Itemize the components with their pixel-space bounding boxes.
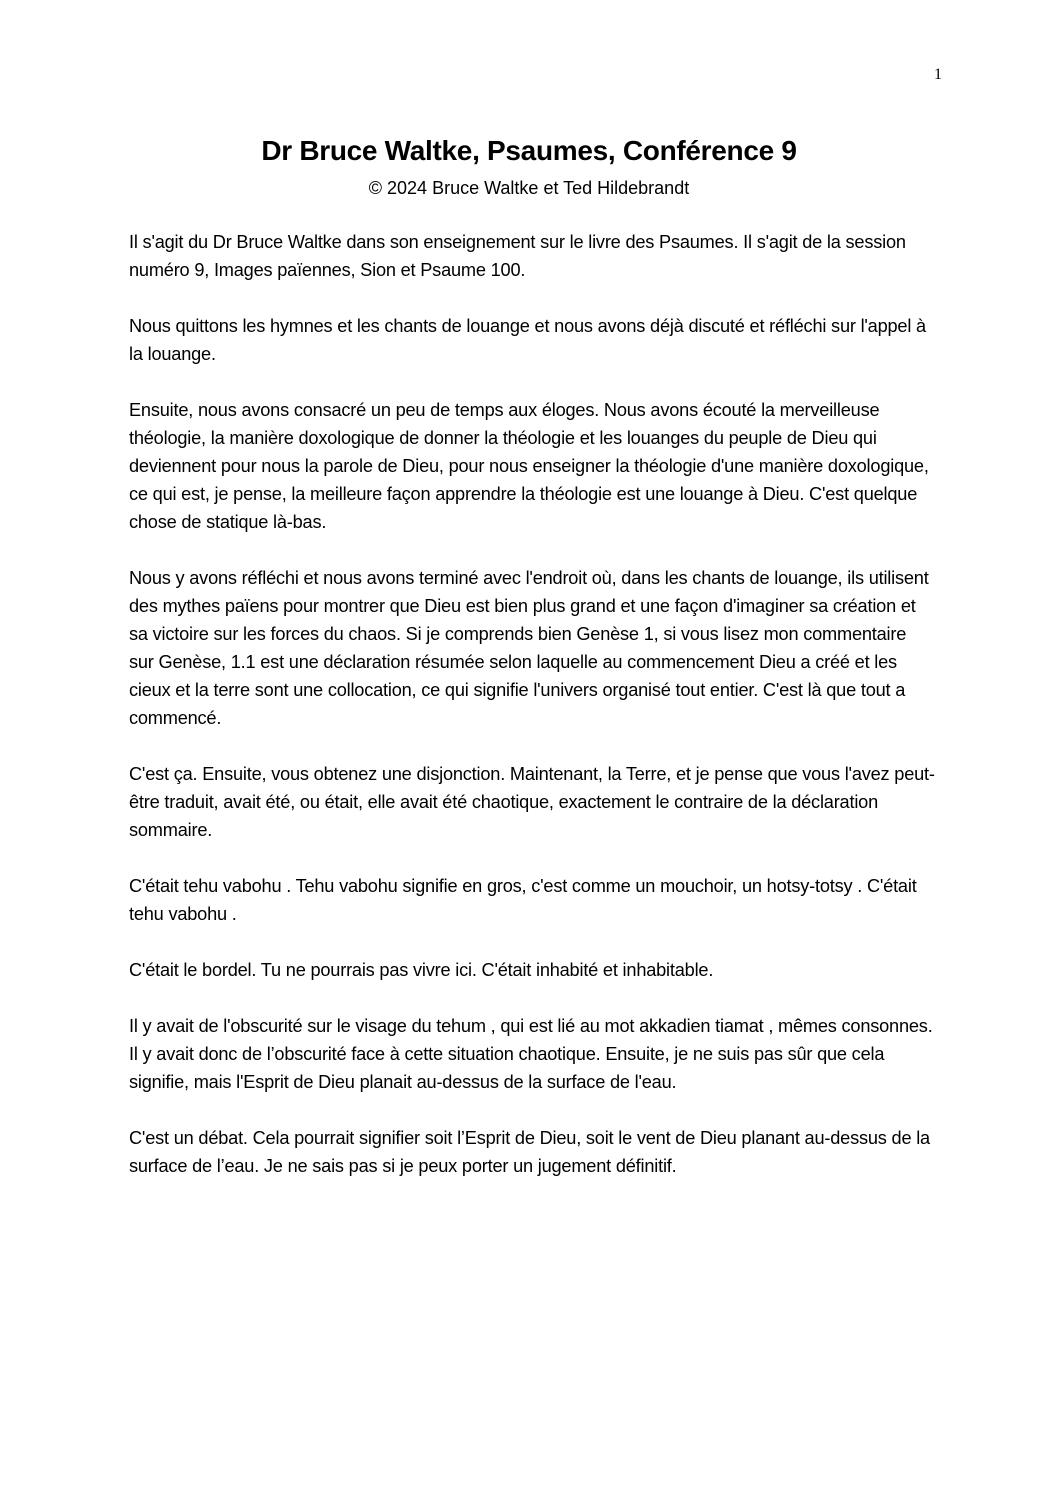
paragraph: Il s'agit du Dr Bruce Waltke dans son enseignement sur le livre des Psaumes. Il s'agit de la session numéro 9, Images païennes, Sion et Psaume 100.: [129, 232, 906, 280]
document-title: Dr Bruce Waltke, Psaumes, Conférence 9: [261, 135, 797, 166]
paragraph: Nous quittons les hymnes et les chants de louange et nous avons déjà discuté et réfléchi sur l'appel à la louange.: [129, 316, 926, 364]
body-text: [129, 228, 935, 1208]
paragraph: Nous y avons réfléchi et nous avons terminé avec l'endroit où, dans les chants de louange, ils utilisent des mythes païens pour montrer que Dieu est bien plus grand et une façon d'imaginer sa création et sa victoire sur les forces du chaos. Si je comprends bien Genèse 1, si vous lisez mon commentaire sur Genèse, 1.1 est une déclaration résumée selon laquelle au commencement Dieu a créé et les cieux et la terre sont une collocation, ce qui signifie l'univers organisé tout entier. C'est là que tout a commencé.: [129, 568, 929, 728]
paragraph: C'était tehu vabohu . Tehu vabohu signifie en gros, c'est comme un mouchoir, un hotsy-totsy . C'était tehu vabohu .: [129, 876, 917, 924]
paragraph: C'est ça. Ensuite, vous obtenez une disjonction. Maintenant, la Terre, et je pense que vous l'avez peut-être traduit, avait été, ou était, elle avait été chaotique, exactement le contraire de la déclaration sommaire.: [129, 764, 935, 840]
paragraph: C'était le bordel. Tu ne pourrais pas vivre ici. C'était inhabité et inhabitable.: [129, 960, 714, 980]
page-number: 1: [934, 66, 942, 83]
paragraph: C'est un débat. Cela pourrait signifier soit l’Esprit de Dieu, soit le vent de Dieu planant au-dessus de la surface de l’eau. Je ne sais pas si je peux porter un jugement définitif.: [129, 1128, 930, 1176]
paragraph: Il y avait de l'obscurité sur le visage du tehum , qui est lié au mot akkadien tiamat , mêmes consonnes. Il y avait donc de l’obscurité face à cette situation chaotique. Ensuite, je ne suis pas sûr que cela signifie, mais l'Esprit de Dieu planait au-dessus de la surface de l'eau.: [129, 1016, 933, 1092]
paragraph: Ensuite, nous avons consacré un peu de temps aux éloges. Nous avons écouté la merveilleuse théologie, la manière doxologique de donner la théologie et les louanges du peuple de Dieu qui deviennent pour nous la parole de Dieu, pour nous enseigner la théologie d'une manière doxologique, ce qui est, je pense, la meilleure façon apprendre la théologie est une louange à Dieu. C'est quelque chose de statique là-bas.: [129, 400, 929, 532]
copyright-line: © 2024 Bruce Waltke et Ted Hildebrandt: [368, 178, 690, 198]
